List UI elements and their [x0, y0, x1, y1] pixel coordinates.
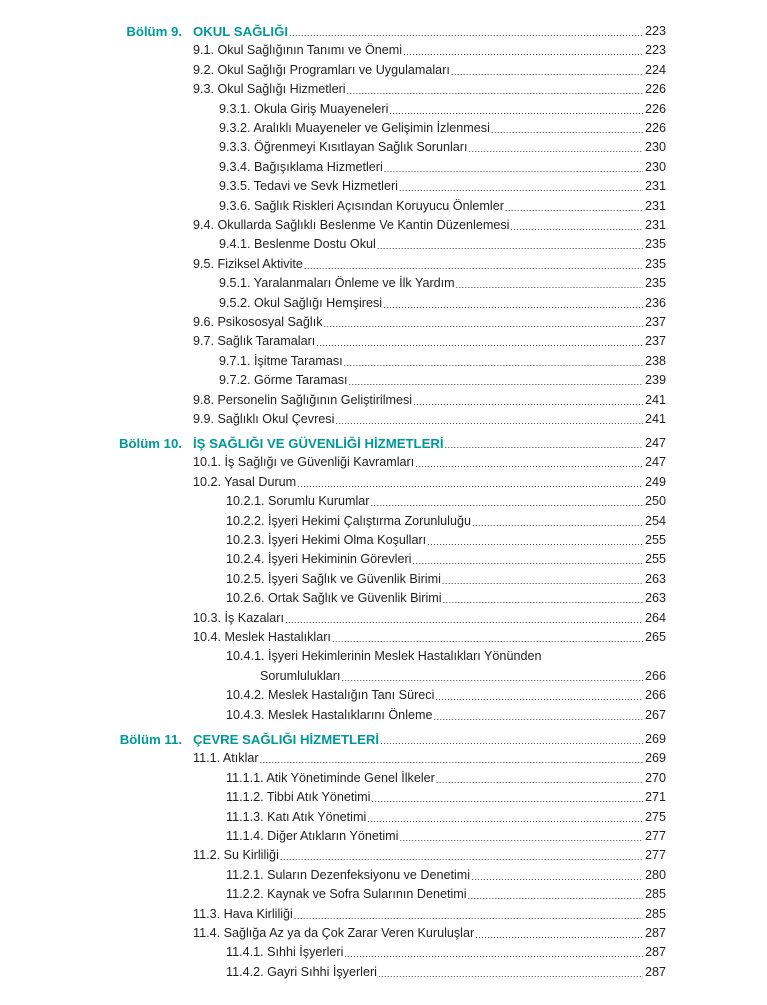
dot-leader [349, 376, 643, 388]
toc-entry[interactable] [226, 529, 666, 548]
toc-entry-title: 9.7.1. İşitme Taraması [219, 353, 343, 368]
page-number: 247 [644, 455, 666, 470]
page-number: 255 [644, 552, 666, 567]
toc-entry-title: 9.3.4. Bağışıklama Hizmetleri [219, 159, 383, 174]
dot-leader [316, 337, 643, 349]
toc-entry[interactable] [193, 311, 666, 330]
page-number: 264 [644, 610, 666, 625]
toc-entry[interactable] [226, 568, 666, 587]
toc-entry-title: 10.2.5. İşyeri Sağlık ve Güvenlik Birimi [226, 571, 441, 586]
page-number: 231 [644, 179, 666, 194]
page-number: 226 [644, 82, 666, 97]
toc-entry[interactable] [226, 786, 666, 805]
dot-leader [297, 478, 643, 490]
page-number: 236 [644, 295, 666, 310]
dot-leader [442, 575, 643, 587]
toc-entry-title: 9.3.6. Sağlık Riskleri Açısından Koruyucu Önlemler [219, 198, 504, 213]
toc-entry-title: 9.3.5. Tedavi ve Sevk Hizmetleri [219, 179, 398, 194]
toc-entry-title: 9.2. Okul Sağlığı Programları ve Uygulamaları [193, 62, 450, 77]
page-number: 231 [644, 218, 666, 232]
page-number: 238 [644, 353, 666, 368]
page-number: 269 [644, 732, 666, 746]
toc-entry[interactable] [193, 451, 666, 470]
toc-entry[interactable] [226, 704, 666, 723]
page-number: 277 [644, 829, 666, 843]
dot-leader [456, 279, 643, 291]
dot-leader [344, 357, 643, 369]
toc-entry-title: 9.9. Sağlıklı Okul Çevresi [193, 412, 335, 426]
page-number: 224 [644, 62, 666, 77]
toc-entry-title: 11.2.2. Kaynak ve Sofra Sularının Denetimi [226, 887, 467, 902]
toc-entry[interactable] [226, 961, 666, 980]
toc-entry-title: İŞ SAĞLIĞI VE GÜVENLİĞİ HİZMETLERİ [193, 436, 444, 451]
toc-entry-title: 9.1. Okul Sağlığının Tanımı ve Önemi [193, 43, 403, 58]
toc-entry-title: 10.2.4. İşyeri Hekiminin Görevleri [226, 552, 412, 567]
page-number: 250 [644, 494, 666, 509]
dot-leader [415, 458, 643, 470]
toc-entry-title: 9.3.1. Okula Giriş Muayeneleri [219, 101, 389, 116]
page-number: 275 [644, 809, 666, 824]
dot-leader [280, 851, 643, 863]
page-number: 239 [644, 373, 666, 388]
dot-leader [367, 813, 643, 825]
page-number: 285 [644, 906, 666, 921]
page-number: 237 [644, 315, 666, 329]
toc-entry[interactable] [219, 195, 666, 214]
dot-leader [289, 27, 643, 39]
page-number: 277 [644, 848, 666, 863]
toc-entry-title: 10.2.2. İşyeri Hekimi Çalıştırma Zorunluluğu [226, 513, 471, 528]
page-number: 267 [644, 707, 666, 722]
toc-entry[interactable] [193, 747, 666, 766]
page-number: 235 [644, 276, 666, 291]
toc-entry-title: 10.2.3. İşyeri Hekimi Olma Koşulları [226, 533, 427, 547]
chapter-label: Bölüm 9. [126, 24, 182, 39]
toc-entry-first-line: 10.4.1. İşyeri Hekimlerinin Meslek Hastalıkları Yönünden [226, 649, 542, 664]
dot-leader [294, 910, 643, 922]
page-number: 270 [644, 770, 666, 785]
toc-entry-title: 10.3. İş Kazaları [193, 610, 285, 625]
dot-leader [304, 260, 643, 272]
toc-entry-title: 9.7. Sağlık Taramaları [193, 334, 316, 349]
toc-entry[interactable] [193, 214, 666, 233]
toc-entry[interactable] [226, 825, 666, 844]
dot-leader [383, 299, 643, 311]
page-number: 254 [644, 513, 666, 528]
dot-leader [413, 396, 643, 408]
toc-entry-title: 10.4.2. Meslek Hastalığın Tanı Süreci [226, 688, 435, 703]
chapter-heading[interactable] [193, 432, 666, 451]
page-number: 266 [644, 688, 666, 703]
dot-leader [435, 691, 643, 703]
dot-leader [475, 929, 643, 941]
toc-entry[interactable] [193, 78, 666, 97]
chapter-label: Bölüm 10. [118, 436, 182, 451]
page-number: 226 [644, 101, 666, 116]
toc-entry-title: 11.1.1. Atik Yönetiminde Genel İlkeler [226, 770, 435, 785]
dot-leader [371, 793, 643, 805]
toc-entry-title: 10.4. Meslek Hastalıkları [193, 630, 331, 644]
toc-entry[interactable] [193, 903, 666, 922]
toc-entry-title: 9.7.2. Görme Taraması [219, 373, 348, 388]
toc-entry-title: 11.2.1. Suların Dezenfeksiyonu ve Denetimi [226, 867, 471, 882]
page-number: 231 [644, 198, 666, 213]
page-number: 269 [644, 751, 666, 766]
toc-entry-title: OKUL SAĞLIĞI [193, 24, 289, 39]
dot-leader [505, 202, 643, 214]
toc-entry-title: 9.3.3. Öğrenmeyi Kısıtlayan Sağlık Sorunları [219, 140, 468, 155]
dot-leader [468, 890, 643, 902]
dot-leader [335, 415, 643, 427]
toc-entry[interactable] [226, 665, 666, 684]
page-number: 287 [644, 926, 666, 940]
page-number: 266 [644, 668, 666, 683]
page-number: 249 [644, 474, 666, 489]
page-number: 241 [644, 392, 666, 407]
page-number: 247 [644, 436, 666, 450]
toc-entry-title: 10.4.3. Meslek Hastalıklarını Önleme [226, 707, 433, 722]
chapter-heading[interactable] [193, 728, 666, 747]
toc-entry-title: Sorumlulukları [260, 668, 341, 683]
toc-entry-title: 11.2. Su Kirliliği [193, 848, 279, 863]
toc-entry[interactable] [219, 233, 666, 252]
toc-entry-title: 9.3.2. Aralıklı Muayeneler ve Gelişimin İzlenmesi [219, 121, 490, 135]
toc-entry[interactable] [193, 607, 666, 626]
toc-entry[interactable] [226, 883, 666, 902]
dot-leader [491, 124, 643, 136]
page-number: 226 [644, 121, 666, 135]
toc-entry-title: 11.1.3. Katı Atık Yönetimi [226, 809, 367, 824]
dot-leader [445, 439, 643, 451]
toc-entry[interactable] [193, 39, 666, 58]
page-number: 235 [644, 256, 666, 271]
toc-entry[interactable] [226, 510, 666, 529]
page-number: 285 [644, 887, 666, 902]
page-number: 271 [644, 790, 666, 805]
page-number: 223 [644, 43, 666, 58]
page-number: 255 [644, 533, 666, 547]
toc-entry-title: 11.1.4. Diğer Atıkların Yönetimi [226, 829, 399, 843]
page-number: 241 [644, 412, 666, 426]
toc-entry-title: 10.2.6. Ortak Sağlık ve Güvenlik Birimi [226, 591, 442, 606]
toc-entry-title: 9.4.1. Beslenme Dostu Okul [219, 237, 376, 252]
dot-leader [510, 221, 643, 233]
toc-entry-title: 9.4. Okullarda Sağlıklı Beslenme Ve Kantin Düzenlemesi [193, 218, 510, 232]
toc-entry[interactable] [219, 117, 666, 136]
toc-entry[interactable] [226, 587, 666, 606]
dot-leader [285, 614, 643, 626]
page-number: 223 [644, 24, 666, 38]
toc-entry-title: 9.3. Okul Sağlığı Hizmetleri [193, 82, 346, 97]
toc-entry[interactable] [193, 408, 666, 427]
toc-entry[interactable] [219, 292, 666, 311]
dot-leader [324, 318, 643, 330]
page-number: 237 [644, 334, 666, 349]
toc-entry-title: 11.1.2. Tibbi Atık Yönetimi [226, 790, 371, 805]
dot-leader [472, 517, 643, 529]
dot-leader [332, 633, 643, 645]
dot-leader [412, 555, 643, 567]
toc-entry[interactable] [219, 175, 666, 194]
page-number: 235 [644, 237, 666, 252]
toc-entry-title: 9.5.2. Okul Sağlığı Hemşiresi [219, 295, 383, 310]
toc-entry-title: 11.1. Atıklar [193, 751, 259, 766]
toc-entry-title: 11.4.1. Sıhhi İşyerleri [226, 945, 344, 960]
toc-entry[interactable] [193, 626, 666, 645]
toc-entry-title: 9.5. Fiziksel Aktivite [193, 256, 303, 271]
page-number: 265 [644, 630, 666, 644]
toc-entry[interactable] [226, 548, 666, 567]
dot-leader [399, 832, 643, 844]
toc-entry[interactable] [226, 864, 666, 883]
toc-entry-title: 10.2.1. Sorumlu Kurumlar [226, 494, 370, 509]
toc-entry[interactable] [226, 490, 666, 509]
page-number: 287 [644, 964, 666, 979]
toc-entry-title: 9.6. Psikososyal Sağlık [193, 315, 323, 329]
toc-entry[interactable] [193, 389, 666, 408]
page-number: 280 [644, 867, 666, 882]
dot-leader [471, 871, 643, 883]
toc-entry[interactable] [226, 684, 666, 703]
dot-leader [347, 85, 643, 97]
chapter-heading[interactable] [193, 20, 666, 39]
dot-leader [403, 46, 643, 58]
toc-entry-title: 9.8. Personelin Sağlığının Geliştirilmesi [193, 392, 413, 407]
dot-leader [469, 143, 643, 155]
page-number: 263 [644, 571, 666, 586]
dot-leader [384, 163, 643, 175]
toc-entry-title: 10.2. Yasal Durum [193, 474, 297, 489]
toc-entry[interactable] [226, 767, 666, 786]
toc-entry[interactable] [193, 922, 666, 941]
toc-entry-title: 11.3. Hava Kirliliği [193, 906, 293, 921]
toc-entry[interactable] [193, 844, 666, 863]
toc-entry-title: 11.4.2. Gayri Sıhhi İşyerleri [226, 964, 377, 979]
toc-entry[interactable] [219, 272, 666, 291]
dot-leader [344, 948, 643, 960]
chapter-label: Bölüm 11. [119, 732, 182, 747]
page-number: 263 [644, 591, 666, 606]
toc-entry[interactable] [219, 156, 666, 175]
dot-leader [443, 594, 643, 606]
toc-entry[interactable] [193, 471, 666, 490]
toc-entry[interactable] [226, 941, 666, 960]
dot-leader [389, 105, 643, 117]
dot-leader [380, 735, 643, 747]
dot-leader [434, 711, 643, 723]
dot-leader [371, 497, 643, 509]
toc-entry[interactable] [193, 59, 666, 78]
toc-entry[interactable] [219, 98, 666, 117]
toc-entry-title: 10.1. İş Sağlığı ve Güvenliği Kavramları [193, 455, 415, 470]
toc-entry[interactable] [226, 806, 666, 825]
dot-leader [427, 536, 643, 548]
dot-leader [342, 672, 643, 684]
dot-leader [451, 66, 643, 78]
toc-entry[interactable] [219, 136, 666, 155]
dot-leader [377, 240, 643, 252]
toc-entry-title: 11.4. Sağlığa Az ya da Çok Zarar Veren Kuruluşlar [193, 926, 475, 940]
toc-entry-title: 9.5.1. Yaralanmaları Önleme ve İlk Yardım [219, 276, 455, 291]
toc-entry[interactable] [193, 253, 666, 272]
toc-entry[interactable] [219, 350, 666, 369]
dot-leader [436, 774, 643, 786]
dot-leader [399, 182, 643, 194]
page-number: 287 [644, 945, 666, 960]
toc-entry[interactable] [193, 330, 666, 349]
page-number: 230 [644, 159, 666, 174]
page-number: 230 [644, 140, 666, 155]
toc-entry[interactable] [219, 369, 666, 388]
dot-leader [260, 754, 643, 766]
toc-entry-title: ÇEVRE SAĞLIĞI HİZMETLERİ [193, 732, 380, 747]
dot-leader [378, 968, 643, 980]
